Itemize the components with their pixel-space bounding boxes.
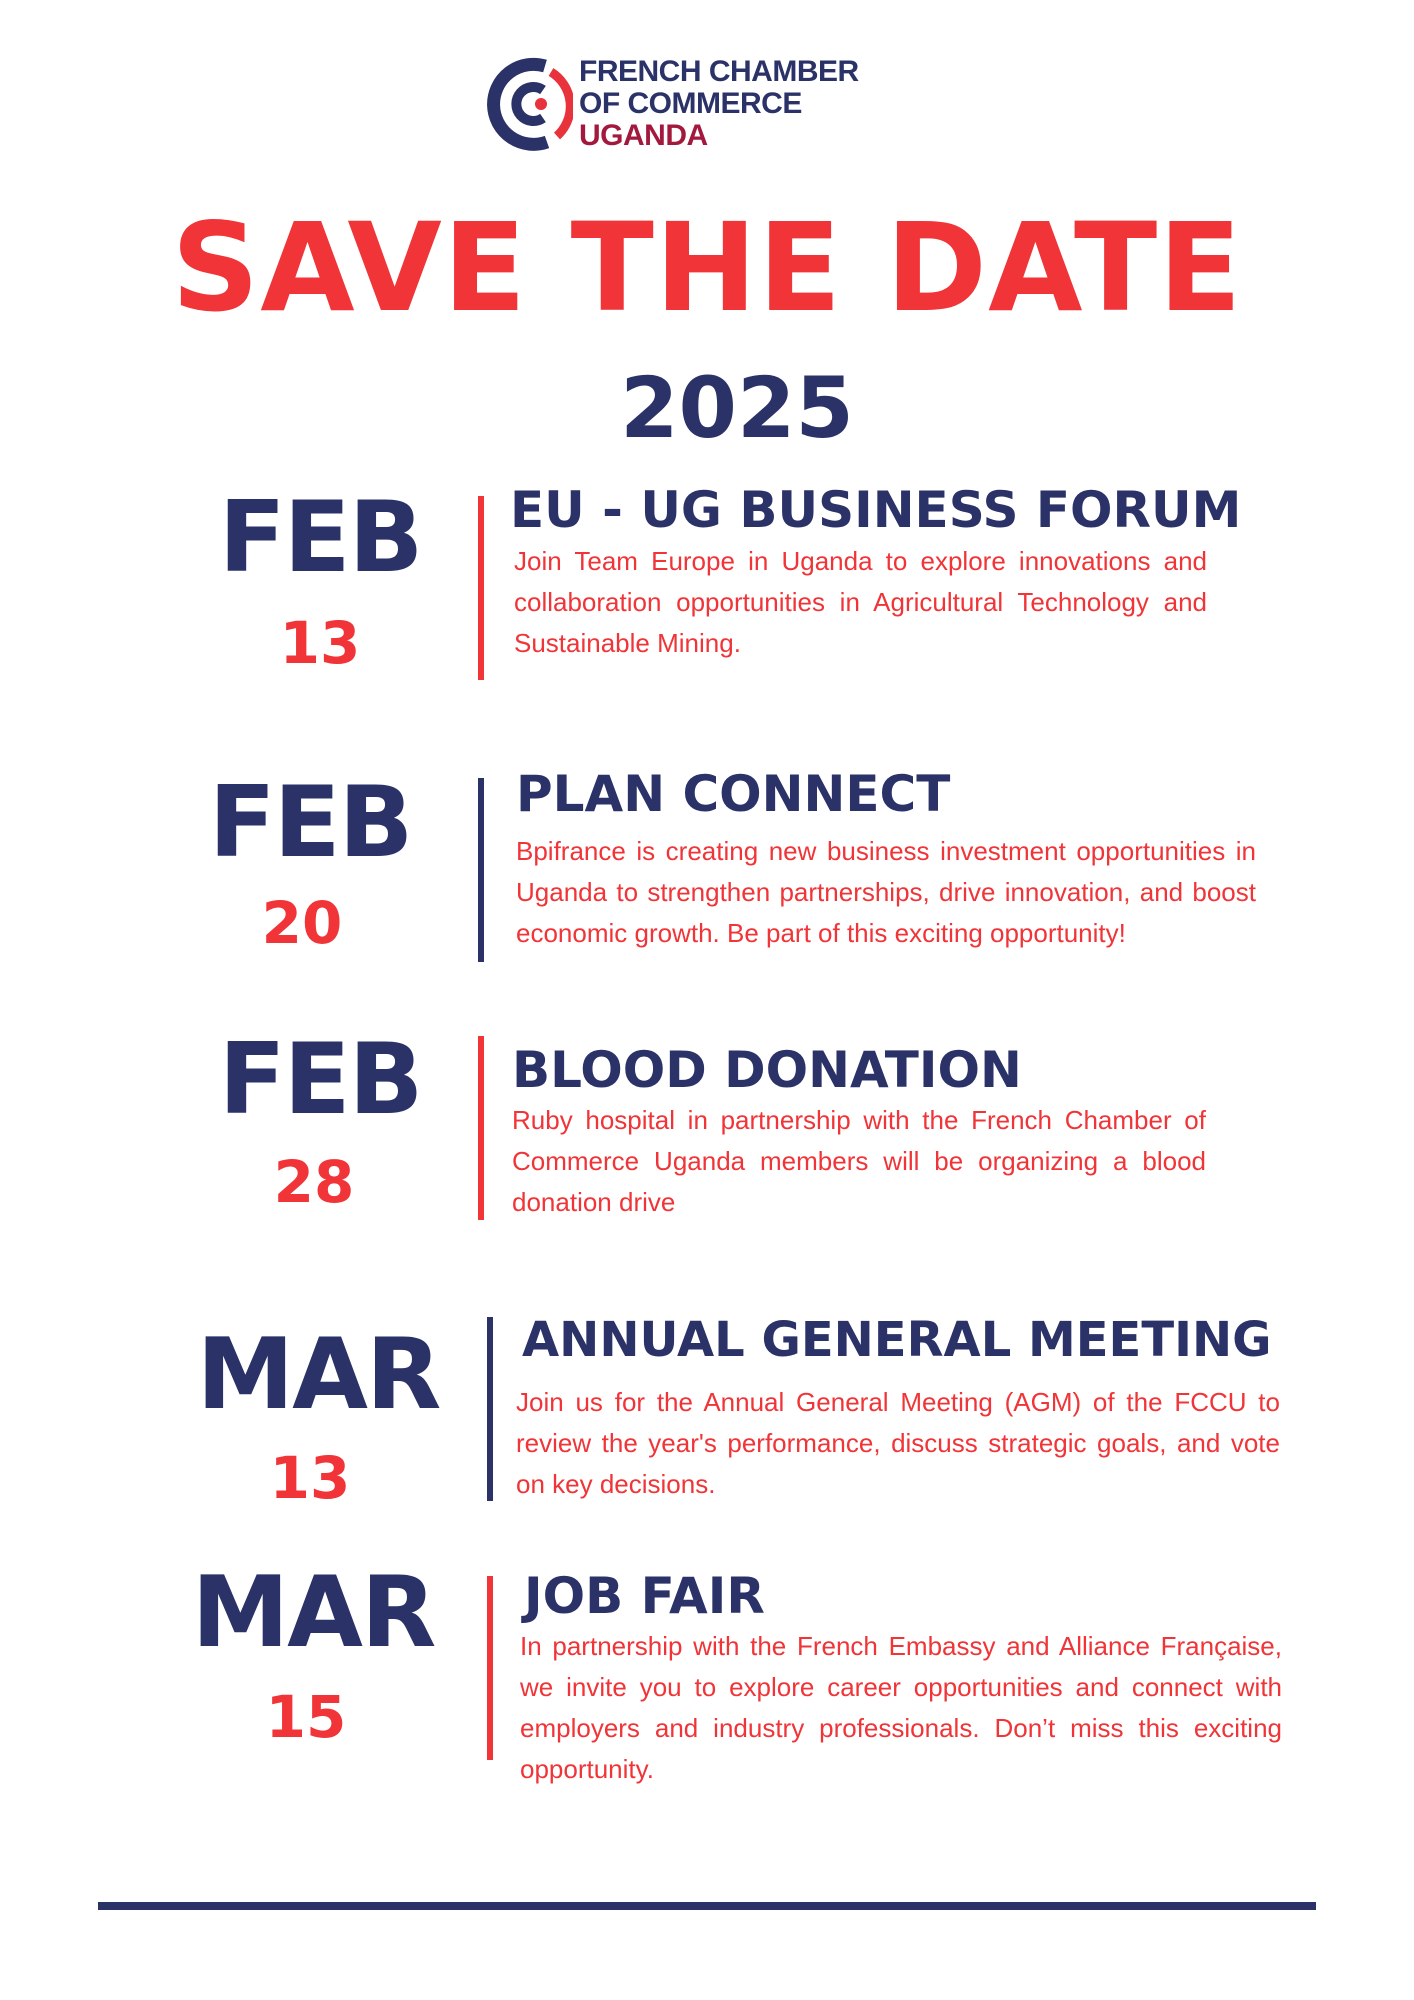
fccu-logo-icon: [485, 52, 573, 158]
event-day: 15: [265, 1683, 347, 1751]
bottom-divider: [98, 1902, 1316, 1910]
event-month: FEB: [208, 766, 412, 880]
event-description: Bpifrance is creating new business investment opportunities in Uganda to strengthen partnerships, drive innovation, and boost economic growth. Be part of this exciting opportunity!: [516, 836, 1256, 948]
event-month: FEB: [218, 1023, 422, 1137]
event-day: 13: [269, 1444, 351, 1512]
event-title: BLOOD DONATION: [512, 1041, 1022, 1099]
event-month: FEB: [218, 481, 422, 595]
page-title: SAVE THE DATE: [171, 197, 1243, 339]
event-description: In partnership with the French Embassy and Alliance Française, we invite you to explore career opportunities and connect with employers and industry professionals. Don’t miss this exciting opportunity.: [520, 1631, 1282, 1784]
event-month: MAR: [196, 1318, 440, 1432]
event-month: MAR: [191, 1556, 435, 1670]
divider-line: [487, 1576, 493, 1760]
logo-line-1: FRENCH CHAMBER: [579, 55, 859, 88]
event-description: Join Team Europe in Uganda to explore innovations and collaboration opportunities in Agricultural Technology and Sustainable Mining.: [514, 546, 1207, 658]
divider-line: [478, 778, 484, 962]
event-day: 13: [279, 609, 361, 677]
logo-line-3: UGANDA: [579, 119, 708, 152]
fccu-logo: [485, 52, 905, 158]
event-description: Join us for the Annual General Meeting (AGM) of the FCCU to review the year's performance, discuss strategic goals, and vote on key decisions.: [516, 1387, 1280, 1499]
event-description: Ruby hospital in partnership with the French Chamber of Commerce Uganda members will be organizing a blood donation drive: [512, 1105, 1206, 1217]
event-title: JOB FAIR: [524, 1567, 765, 1625]
event-title: ANNUAL GENERAL MEETING: [522, 1312, 1272, 1368]
year-heading: 2025: [620, 359, 854, 457]
divider-line: [487, 1317, 493, 1501]
event-day: 20: [261, 889, 343, 957]
event-title: PLAN CONNECT: [516, 765, 951, 823]
logo-line-2: OF COMMERCE: [579, 87, 802, 120]
logo-text: [579, 56, 859, 152]
event-title: EU - UG BUSINESS FORUM: [510, 481, 1242, 539]
event-day: 28: [273, 1148, 355, 1216]
divider-line: [478, 496, 484, 680]
divider-line: [478, 1036, 484, 1220]
